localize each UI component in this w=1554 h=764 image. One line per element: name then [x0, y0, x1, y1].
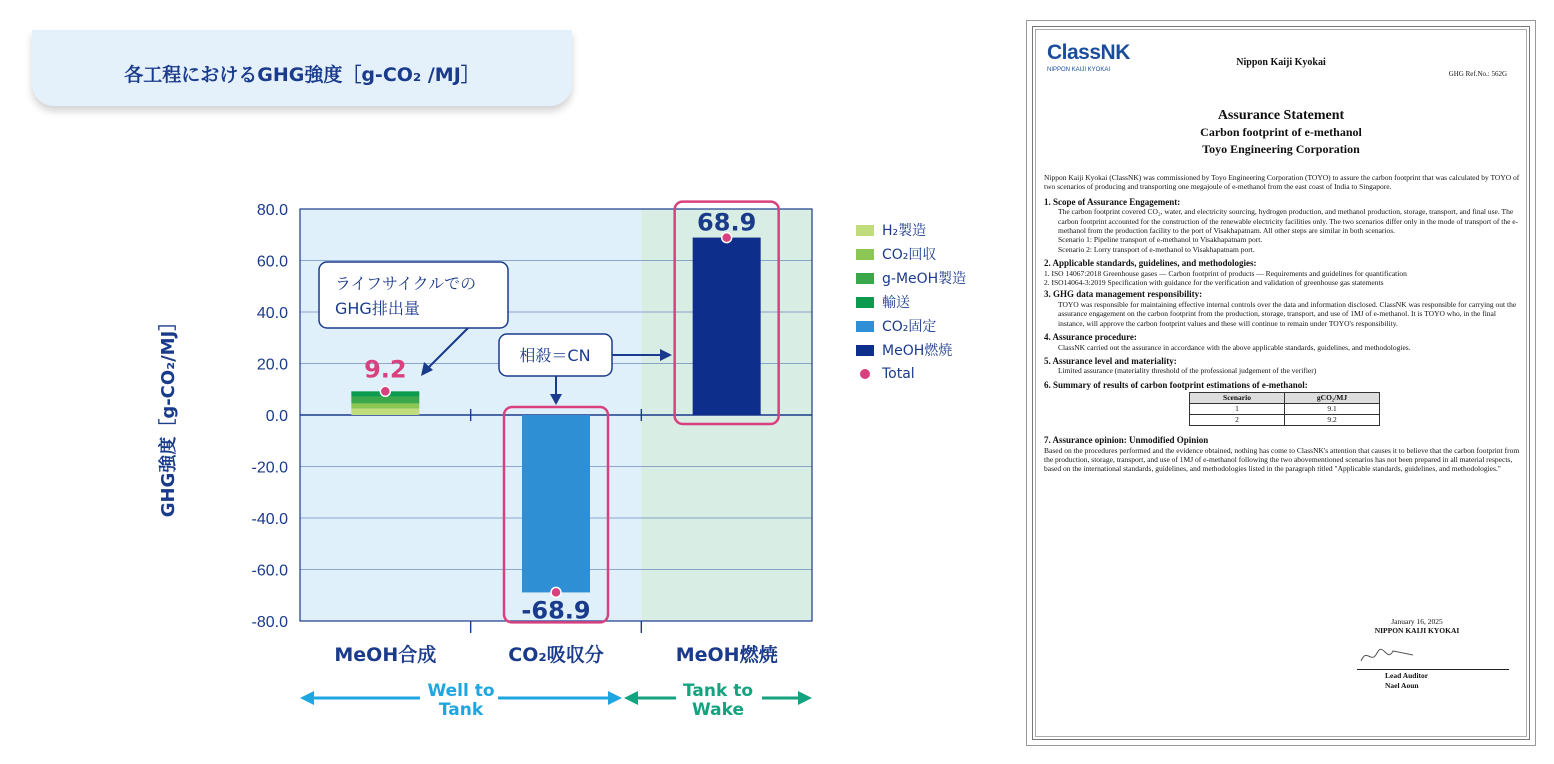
certificate-date-block: [1327, 617, 1507, 635]
phase-arrowhead: [608, 691, 622, 705]
assurance-certificate: [1026, 20, 1536, 746]
auditor-block: [1385, 671, 1428, 691]
signature-mark: [1357, 645, 1417, 667]
y-tick-label: -60.0: [251, 562, 288, 580]
phase-arrowhead: [300, 691, 314, 705]
phase-label-line2: Tank: [438, 700, 484, 720]
callout-offset-text: 相殺＝CN: [519, 346, 591, 365]
certificate-header: Nippon Kaiji Kyokai: [1236, 57, 1326, 68]
bar-segment: [351, 409, 419, 415]
legend-label: 輸送: [882, 295, 910, 311]
table-header-cell: gCO₂/MJ: [1285, 393, 1380, 404]
table-cell: 9.1: [1285, 404, 1380, 415]
bar-segment: [693, 238, 761, 415]
total-data-label: 9.2: [364, 355, 407, 384]
section-6-heading: 6. Summary of results of carbon footprint estimations of e-methanol:: [1044, 379, 1308, 390]
x-category-label: MeOH合成: [334, 644, 437, 666]
phase-label-line1: Tank to: [682, 681, 754, 701]
legend-item: [856, 362, 966, 386]
callout-lifecycle-box: [319, 262, 508, 328]
legend-label: CO₂回収: [882, 247, 937, 263]
legend-item: [856, 218, 966, 242]
legend-item: [856, 314, 966, 338]
total-data-label: -68.9: [521, 596, 591, 625]
certificate-body: [1044, 173, 1521, 474]
chart-title: 各工程におけるGHG強度［g-CO₂ /MJ］: [124, 64, 480, 86]
total-data-label: 68.9: [697, 208, 757, 237]
y-tick-label: 60.0: [256, 253, 288, 271]
legend-label: CO₂固定: [882, 319, 937, 335]
y-axis-label: GHG強度［g-CO₂/MJ］: [158, 312, 179, 518]
chart-legend: [856, 218, 966, 386]
certificate-date: January 16, 2025: [1391, 617, 1443, 626]
y-tick-label: 20.0: [256, 356, 288, 374]
legend-dot: [860, 369, 870, 379]
callout-lifecycle-line1: ライフサイクルでの: [335, 274, 477, 293]
section-3-text: TOYO was responsible for maintaining effective internal controls over the data and information disclosed. ClassNK was responsible for carrying out the assurance engagement on the carbon footprint from the production, storage, transport, and use of 1MJ of e-methanol. It is TOYO who, in the final instance, will approve the carbon footprint values and these will continue to remain under TOYO's responsibility.: [1058, 299, 1517, 328]
table-header-cell: Scenario: [1190, 393, 1285, 404]
section-3-heading: 3. GHG data management responsibility:: [1044, 289, 1203, 300]
legend-label: H₂製造: [882, 223, 927, 239]
callout-lifecycle-line2: GHG排出量: [335, 299, 420, 318]
classnk-logo-sub: NIPPON KAIJI KYOKAI: [1047, 67, 1111, 73]
certificate-title: Assurance Statement: [1217, 108, 1345, 123]
legend-item: [856, 290, 966, 314]
results-table: [1189, 392, 1380, 426]
legend-label: MeOH燃焼: [882, 343, 953, 359]
phase-label-line1: Well to: [427, 681, 495, 701]
classnk-logo: ClassNK: [1047, 41, 1130, 64]
table-cell: 1: [1190, 404, 1285, 415]
x-category-label: CO₂吸収分: [508, 644, 604, 666]
table-cell: 2: [1190, 415, 1285, 426]
legend-swatch: [856, 225, 874, 236]
section-4-heading: 4. Assurance procedure:: [1044, 332, 1137, 343]
phase-label-line2: Wake: [692, 700, 744, 720]
legend-label: Total: [882, 366, 915, 382]
section-1-heading: 1. Scope of Assurance Engagement:: [1044, 196, 1181, 207]
y-tick-label: -40.0: [251, 511, 288, 528]
table-cell: 9.2: [1285, 415, 1380, 426]
y-tick-label: 40.0: [256, 305, 288, 322]
legend-swatch: [856, 297, 874, 308]
y-tick-label: 80.0: [256, 202, 288, 219]
section-7-heading: 7. Assurance opinion: Unmodified Opinion: [1044, 435, 1209, 446]
auditor-name: Nael Aoun: [1385, 681, 1419, 690]
legend-item: [856, 338, 966, 362]
certificate-subtitle-1: Carbon footprint of e-methanol: [1200, 125, 1362, 139]
section-2-item-1: 1. ISO 14067:2018 Greenhouse gases — Carbon footprint of products — Requirements and guidelines for quantification: [1044, 268, 1407, 278]
certificate-intro: Nippon Kaiji Kyokai (ClassNK) was commissioned by Toyo Engineering Corporation (TOYO) to assure the carbon footprint that was calculated by TOYO of two scenarios of producing and transporting one megajoule of e-methanol from the east coast of India to Singapore.: [1044, 173, 1520, 192]
certificate-org: NIPPON KAIJI KYOKAI: [1374, 626, 1460, 635]
legend-swatch: [856, 249, 874, 260]
section-1-scenario-1: Scenario 1: Pipeline transport of e-methanol to Visakhapatnam port.: [1058, 235, 1263, 245]
legend-swatch: [856, 321, 874, 332]
legend-item: [856, 266, 966, 290]
auditor-signature: [1357, 645, 1417, 672]
phase-arrowhead: [624, 691, 638, 705]
section-1-text: The carbon footprint covered CO₂, water, and electricity sourcing, hydrogen production, and methanol production, storage, transport, and final use. The carbon footprint accounted for the construction of the renewable electricity facilities only. The two scenarios differ only in the mode of transport of the e-methanol from the production facility to the port of Visakhapatnam. All other steps are similar in both scenarios.: [1058, 207, 1519, 236]
x-category-label: MeOH燃焼: [675, 644, 778, 666]
section-2-heading: 2. Applicable standards, guidelines, and methodologies:: [1044, 258, 1257, 269]
section-5-heading: 5. Assurance level and materiality:: [1044, 355, 1177, 366]
total-point: [380, 386, 390, 396]
section-7-text: Based on the procedures performed and the evidence obtained, nothing has come to ClassNK's attention that causes it to believe that the carbon footprint from the production, storage, transport, and use of 1MJ of e-methanol following the two abovementioned scenarios has not been prepared in all material respects, based on the international standards, guidelines, and methodologies listed in the paragraph titled "Applicable standards, guidelines, and methodologies.": [1044, 445, 1520, 474]
certificate-subtitle-2: Toyo Engineering Corporation: [1202, 142, 1360, 156]
legend-item: [856, 242, 966, 266]
table-header-row: [1190, 393, 1380, 404]
section-4-text: ClassNK carried out the assurance in accordance with the above applicable standards, guidelines, and methodologies.: [1058, 342, 1411, 352]
auditor-title: Lead Auditor: [1385, 671, 1429, 680]
y-tick-label: 0.0: [265, 408, 288, 425]
table-row: [1190, 415, 1380, 426]
y-tick-label: -20.0: [251, 459, 288, 477]
bar-segment: [522, 415, 590, 592]
section-1-scenario-2: Scenario 2: Lorry transport of e-methanol to Visakhapatnam port.: [1058, 244, 1255, 254]
y-tick-label: -80.0: [251, 614, 288, 631]
legend-swatch: [856, 273, 874, 284]
certificate-title-block: [1027, 107, 1535, 158]
section-5-text: Limited assurance (materiality threshold of the professional judgement of the verifier): [1058, 366, 1317, 376]
signature-line: [1357, 669, 1509, 670]
section-2-item-2: 2. ISO14064-3:2019 Specification with guidance for the verification and validation of greenhouse gas statements: [1044, 278, 1384, 288]
certificate-ref: GHG Ref.No.: 562G: [1448, 70, 1507, 78]
bar-segment: [351, 403, 419, 408]
bar-segment: [351, 396, 419, 403]
legend-label: g-MeOH製造: [882, 271, 967, 287]
phase-arrowhead: [798, 691, 812, 705]
table-row: [1190, 404, 1380, 415]
legend-swatch: [856, 345, 874, 356]
